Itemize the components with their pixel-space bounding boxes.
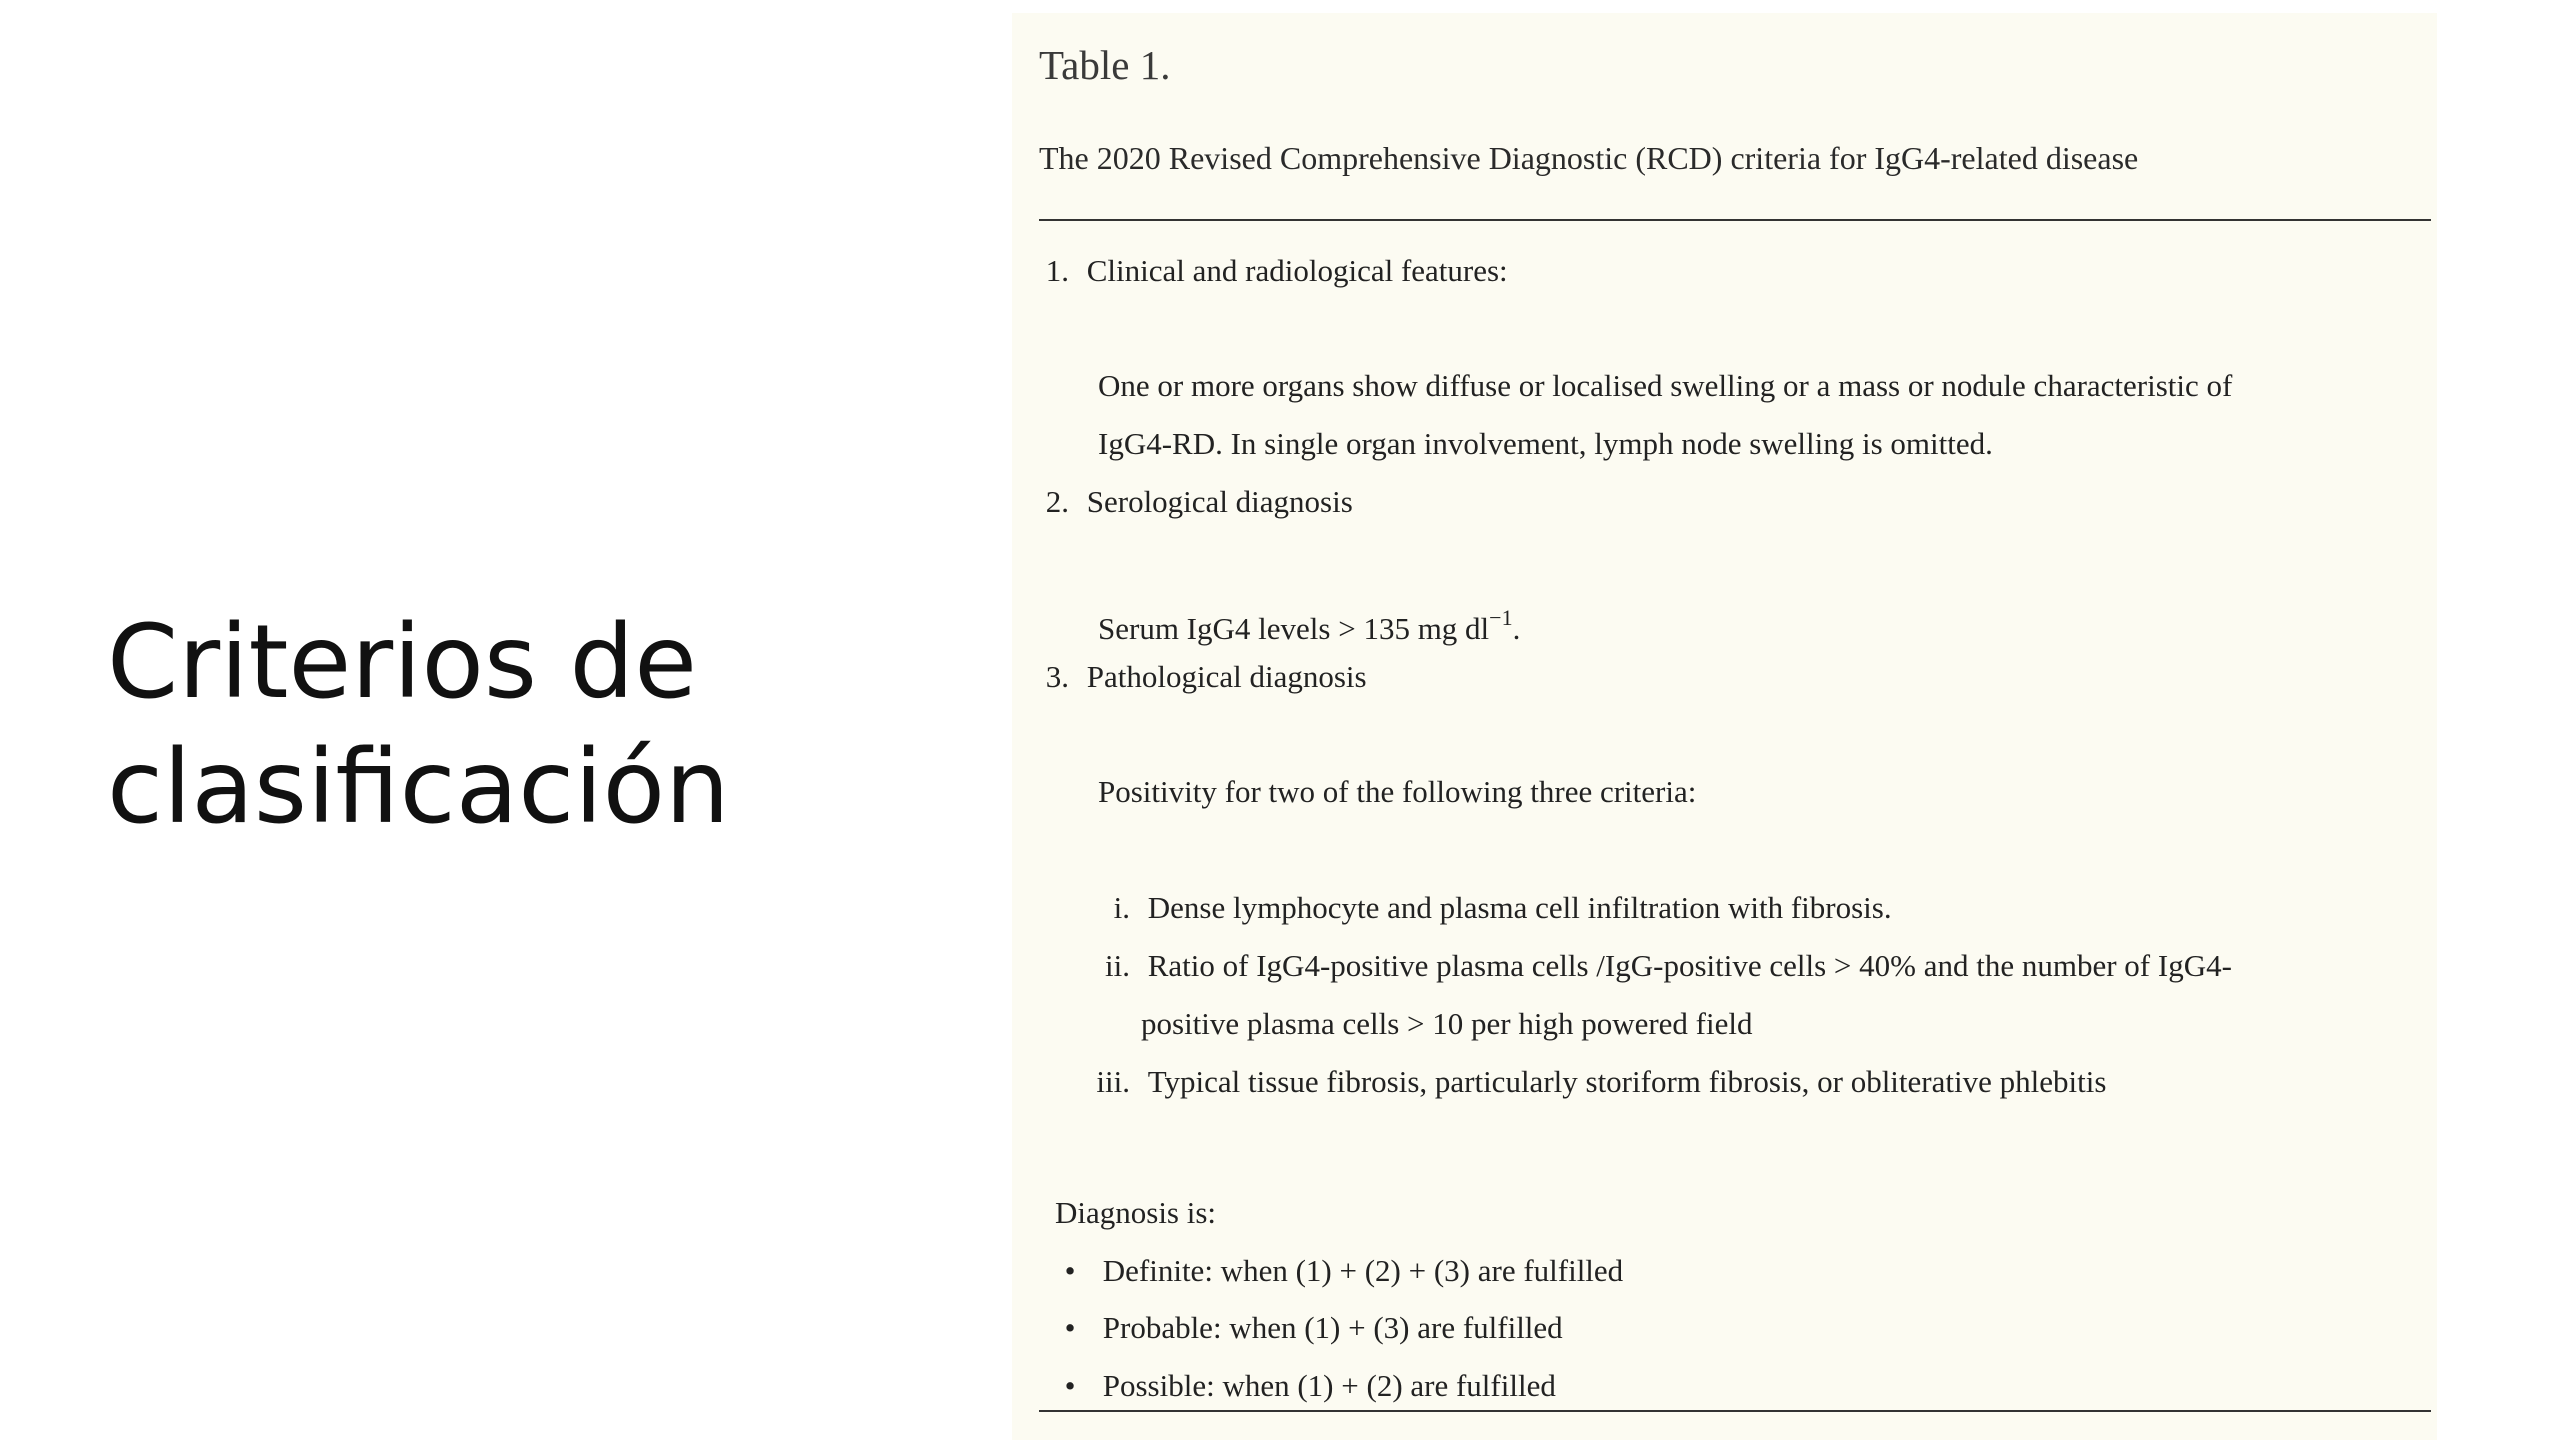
section-2-heading-row	[1012, 473, 1353, 531]
section-1-heading: Clinical and radiological features:	[1086, 253, 1508, 288]
section-3-heading: Pathological diagnosis	[1086, 659, 1367, 694]
section-1-text-line-1: One or more organs show diffuse or localised swelling or a mass or nodule characteristic of	[1098, 368, 2233, 403]
slide-title-line-2: clasificación	[107, 728, 730, 847]
diagnosis-possible-text: Possible: when (1) + (2) are fulfilled	[1102, 1368, 1556, 1403]
criterion-ii	[1012, 937, 2232, 995]
section-1-text-line-2: IgG4-RD. In single organ involvement, lymph node swelling is omitted.	[1098, 426, 1993, 461]
diagnosis-heading: Diagnosis is:	[1055, 1195, 1217, 1230]
section-1-heading-row	[1012, 242, 1508, 300]
bullet-icon: •	[1064, 1368, 1076, 1403]
diagnosis-probable	[1055, 1299, 1563, 1357]
criterion-i-numeral: i.	[1113, 890, 1130, 925]
bullet-icon: •	[1064, 1310, 1076, 1345]
diagnosis-definite	[1055, 1242, 1623, 1300]
criterion-ii-text-line-2: positive plasma cells > 10 per high powered field	[1141, 1006, 1753, 1041]
section-2-number: 2.	[1045, 484, 1069, 519]
diagnosis-possible	[1055, 1357, 1556, 1415]
criterion-i-text: Dense lymphocyte and plasma cell infiltration with fibrosis.	[1147, 890, 1892, 925]
criterion-ii-numeral: ii.	[1105, 948, 1130, 983]
criterion-ii-text-line-1: Ratio of IgG4-positive plasma cells /IgG-positive cells > 40% and the number of IgG4-	[1147, 948, 2232, 983]
section-1-number: 1.	[1045, 253, 1069, 288]
section-3-text: Positivity for two of the following three criteria:	[1098, 774, 1697, 809]
table-bottom-rule	[1039, 1410, 2431, 1412]
section-3-heading-row	[1012, 648, 1367, 706]
serum-level-end: .	[1512, 611, 1521, 646]
table-caption: Table 1.	[1039, 42, 1171, 88]
criterion-i	[1012, 879, 1892, 937]
unit-superscript: −1	[1489, 605, 1513, 630]
serum-level-text: Serum IgG4 levels > 135 mg dl	[1098, 611, 1490, 646]
section-3-number: 3.	[1045, 659, 1069, 694]
table-description: The 2020 Revised Comprehensive Diagnostic (RCD) criteria for IgG4-related disease	[1039, 140, 2139, 176]
criterion-iii-numeral: iii.	[1096, 1064, 1130, 1099]
table-top-rule	[1039, 219, 2431, 221]
bullet-icon: •	[1064, 1253, 1076, 1288]
criterion-iii-text: Typical tissue fibrosis, particularly storiform fibrosis, or obliterative phlebitis	[1147, 1064, 2107, 1099]
criterion-iii	[1012, 1053, 2106, 1111]
slide-title	[107, 600, 730, 850]
diagnosis-probable-text: Probable: when (1) + (3) are fulfilled	[1102, 1310, 1563, 1345]
section-2-heading: Serological diagnosis	[1086, 484, 1353, 519]
diagnosis-definite-text: Definite: when (1) + (2) + (3) are fulfilled	[1102, 1253, 1624, 1288]
slide-title-line-1: Criterios de	[107, 603, 697, 722]
table-panel	[1012, 13, 2437, 1440]
